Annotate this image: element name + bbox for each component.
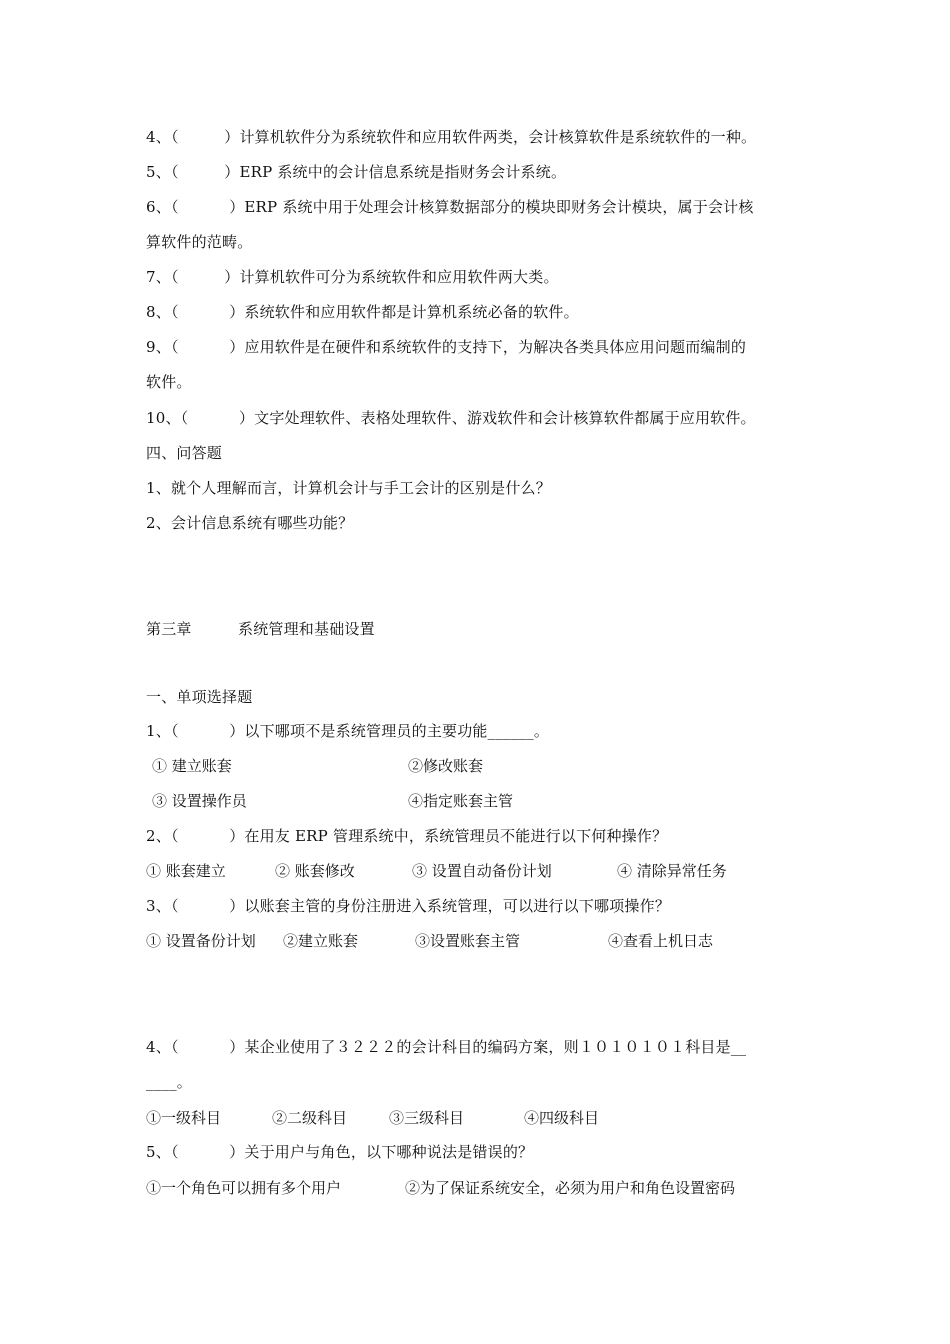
- q1-option-1: ① 建立账套: [152, 757, 232, 775]
- single-question-1: 1、（ ）以下哪项不是系统管理员的主要功能______。: [146, 722, 550, 740]
- single-question-4: 4、（ ）某企业使用了３２２２的会计科目的编码方案，则１０１０１０１科目是__: [146, 1038, 747, 1056]
- q4-option-4: ④四级科目: [524, 1109, 600, 1127]
- single-question-3: 3、（ ）以账套主管的身份注册进入系统管理，可以进行以下哪项操作？: [146, 897, 671, 915]
- single-question-4-continued: ____。: [146, 1073, 193, 1091]
- q4-option-3: ③三级科目: [389, 1109, 465, 1127]
- judge-question-6: 6、（ ）ERP 系统中用于处理会计核算数据部分的模块即财务会计模块，属于会计核: [146, 198, 754, 216]
- single-question-5: 5、（ ）关于用户与角色，以下哪种说法是错误的？: [146, 1143, 534, 1161]
- judge-question-9-continued: 软件。: [146, 373, 192, 391]
- q5-option-2: ②为了保证系统安全，必须为用户和角色设置密码: [405, 1179, 736, 1197]
- judge-question-10: 10、（ ）文字处理软件、表格处理软件、游戏软件和会计核算软件都属于应用软件。: [146, 409, 756, 427]
- judge-question-4: 4、（ ）计算机软件分为系统软件和应用软件两类，会计核算软件是系统软件的一种。: [146, 128, 757, 146]
- qa-question-2: 2、会计信息系统有哪些功能？: [146, 514, 354, 532]
- q2-option-3: ③ 设置自动备份计划: [412, 862, 552, 880]
- judge-question-9: 9、（ ）应用软件是在硬件和系统软件的支持下，为解决各类具体应用问题而编制的: [146, 338, 747, 356]
- chapter-number: 第三章: [146, 620, 192, 638]
- q2-option-1: ① 账套建立: [146, 862, 226, 880]
- qa-question-1: 1、就个人理解而言，计算机会计与手工会计的区别是什么？: [146, 479, 551, 497]
- single-question-2: 2、（ ）在用友 ERP 管理系统中，系统管理员不能进行以下何种操作？: [146, 827, 668, 845]
- q1-option-3: ③ 设置操作员: [152, 792, 247, 810]
- chapter-title: 系统管理和基础设置: [238, 620, 375, 638]
- q3-option-1: ① 设置备份计划: [146, 932, 256, 950]
- judge-question-5: 5、（ ）ERP 系统中的会计信息系统是指财务会计系统。: [146, 163, 567, 181]
- qa-section-heading: 四、问答题: [146, 444, 223, 462]
- judge-question-7: 7、（ ）计算机软件可分为系统软件和应用软件两大类。: [146, 268, 559, 286]
- q1-option-2: ②修改账套: [408, 757, 484, 775]
- q1-option-4: ④指定账套主管: [408, 792, 514, 810]
- q3-option-4: ④查看上机日志: [608, 932, 714, 950]
- q5-option-1: ①一个角色可以拥有多个用户: [146, 1179, 342, 1197]
- single-choice-heading: 一、单项选择题: [146, 688, 253, 706]
- q3-option-2: ②建立账套: [283, 932, 359, 950]
- q3-option-3: ③设置账套主管: [415, 932, 521, 950]
- judge-question-6-continued: 算软件的范畴。: [146, 233, 253, 251]
- q2-option-2: ② 账套修改: [275, 862, 355, 880]
- judge-question-8: 8、（ ）系统软件和应用软件都是计算机系统必备的软件。: [146, 303, 579, 321]
- q4-option-1: ①一级科目: [146, 1109, 222, 1127]
- q4-option-2: ②二级科目: [272, 1109, 348, 1127]
- q2-option-4: ④ 清除异常任务: [617, 862, 727, 880]
